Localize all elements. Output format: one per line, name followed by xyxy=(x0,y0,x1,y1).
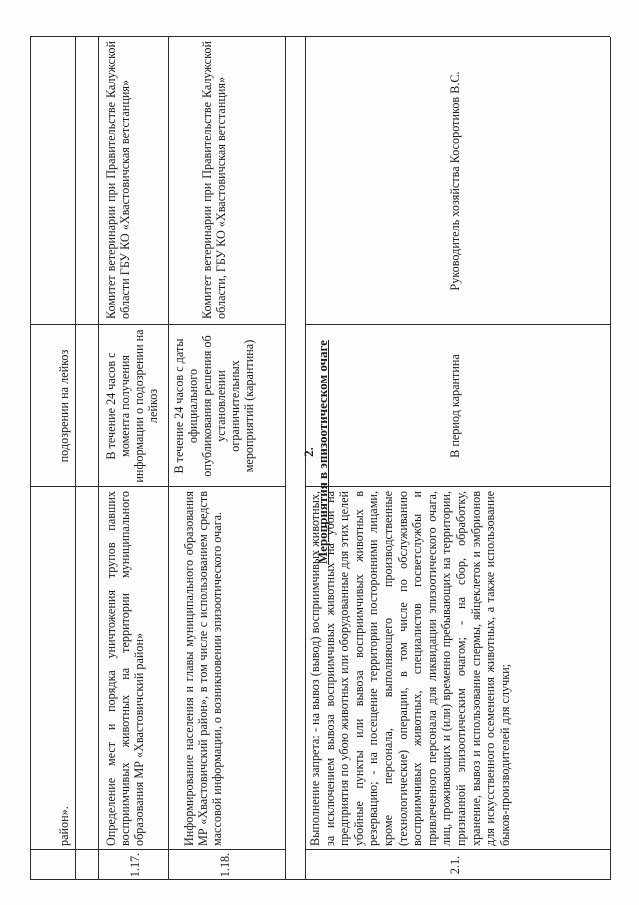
column-divider xyxy=(30,324,285,325)
cell-num-2-1: 2.1. xyxy=(448,855,462,875)
column-divider xyxy=(30,486,285,487)
column-divider xyxy=(305,486,610,487)
row-divider xyxy=(168,37,169,880)
cell-action-1-17: Определение мест и порядка уничтожения трупов павших восприимчивых животных на территории муниципального образования МР «Хвастовичский район» xyxy=(104,491,147,846)
cell-deadline-1-18: В течение 24 часов с даты официального опубликования решения об установлении ограничительных мероприятий (карантина) xyxy=(172,335,257,477)
cell-responsible-2-1: Руководитель хозяйства Косоротиков В.С. xyxy=(448,71,462,291)
cell-num-1-18: 1.18. xyxy=(218,852,232,878)
row-divider xyxy=(98,37,99,880)
cell-action-2-1: Выполнение запрета: - на вывоз (вывод) восприимчивых животных, за исключением вывоза восприимчивых животных на убой на предприятия по убою животных или оборудованные для этих целей убойные пункты или вывоза восприимчивых животных в резервацию; - на посещение территории посторонними лицами, кроме персонала, выполняющего производственные (технологические) операции, в том числе по обслуживанию восприимчивых животных, специалистов госветслужбы и привлеченного персонала для ликвидации эпизоотического очага, лиц, проживающих и (или) временно пребывающих на территории, признанной эпизоотическим очагом; - на сбор, обработку, хранение, вывоз и использование спермы, яйцеклеток и эмбрионов для искусственного осеменения животных, а также использование быков-производителей для случки; xyxy=(308,491,512,846)
cell-responsible-1-17: Комитет ветеринарии при Правительстве Калужской области ГБУ КО «Хвастовичская ветстанция» xyxy=(104,41,133,319)
section-number: 2. xyxy=(301,447,317,457)
table-bottom-border xyxy=(610,37,611,880)
cell-deadline-2-1: В период карантина xyxy=(448,354,462,458)
cell-deadline-continued: подозрении на лейкоз xyxy=(57,349,71,463)
row-divider xyxy=(75,37,76,880)
column-divider xyxy=(30,849,285,850)
cell-num-1-17: 1.17. xyxy=(128,852,142,878)
cell-responsible-1-18: Комитет ветеринарии при Правительстве Калужской области, ГБУ КО «Хвастовичская ветстанция» xyxy=(200,41,229,319)
column-divider xyxy=(305,324,610,325)
section-title: Мероприятия в эпизоотическом очаге xyxy=(315,340,331,564)
cell-action-1-18: Информирование населения и главы муниципального образования МР «Хвастовичский район», в том числе с использованием средств массовой информации, о возникновении эпизоотического очага. xyxy=(182,491,225,846)
row-divider xyxy=(285,37,286,880)
table-top-border xyxy=(30,37,31,880)
cell-deadline-1-17: В течение 24 часов с момента получения информации о подозрении на лейкоз xyxy=(104,329,161,483)
cell-action-continued: район». xyxy=(57,806,71,846)
